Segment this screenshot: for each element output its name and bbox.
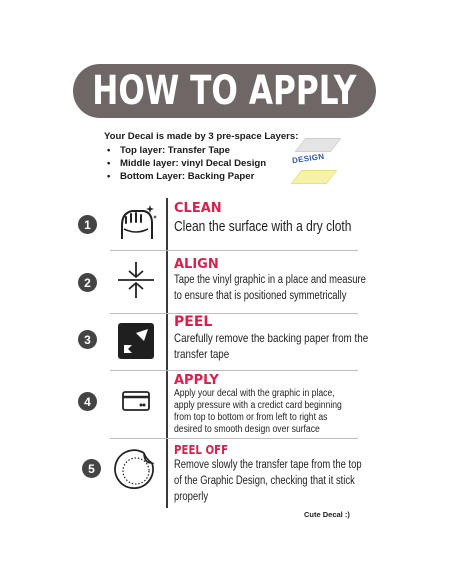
peel-sticker-icon: [114, 447, 158, 491]
step-description-line: from top to bottom or from left to right as: [174, 412, 328, 423]
step-title: ALIGN: [174, 257, 219, 272]
step-description-line: of the Graphic Design, checking that it stick: [174, 475, 355, 487]
intro-heading: Your Decal is made by 3 pre-space Layers:: [104, 131, 299, 142]
step-description-line: apply pressure with a credict card beginning: [174, 400, 342, 411]
footer-credit: Cute Decal :): [304, 510, 350, 519]
step-title: PEEL: [174, 314, 213, 330]
layer-list-item: • Middle layer: vinyl Decal Design: [104, 157, 344, 170]
step-number-badge: 3: [78, 330, 97, 349]
step-description-line: properly: [174, 491, 209, 503]
steps-divider-line: [166, 198, 168, 508]
step-description-line: Carefully remove the backing paper from the: [174, 331, 369, 345]
step-description-line: to ensure that is positioned symmetrically: [174, 290, 347, 302]
align-arrows-icon: [114, 258, 158, 302]
step-description-line: Clean the surface with a dry cloth: [174, 218, 352, 235]
step-title: CLEAN: [174, 201, 222, 216]
step-description-line: transfer tape: [174, 347, 230, 361]
step-number-badge: 5: [82, 459, 101, 478]
step-separator: [110, 313, 358, 314]
page-title: HOW TO APPLY: [92, 68, 357, 114]
step-number-badge: 1: [78, 215, 97, 234]
hand-wiping-icon: [114, 201, 158, 245]
step-number-badge: 2: [78, 273, 97, 292]
step-description-line: Remove slowly the transfer tape from the top: [174, 459, 362, 471]
layer-list-item: • Top layer: Transfer Tape: [104, 144, 344, 157]
step-title: APPLY: [174, 373, 219, 388]
step-description-line: Tape the vinyl graphic in a place and measure: [174, 274, 366, 286]
peel-arrow-icon: [114, 319, 158, 363]
layers-illustration: [288, 138, 344, 190]
step-title: PEEL OFF: [174, 443, 229, 457]
step-separator: [110, 370, 358, 371]
credit-card-icon: [114, 379, 158, 423]
title-banner: [73, 64, 376, 118]
step-description-line: desired to smooth design over surface: [174, 424, 320, 435]
step-number-badge: 4: [78, 392, 97, 411]
step-description-line: Apply your decal with the graphic in place,: [174, 388, 335, 399]
layer-list-item: • Bottom Layer: Backing Paper: [104, 170, 344, 183]
backing-paper-layer: [291, 170, 338, 184]
design-layer-label: DESIGN: [291, 151, 325, 166]
step-separator: [110, 250, 358, 251]
step-separator: [110, 438, 358, 439]
transfer-tape-layer: [295, 138, 342, 152]
